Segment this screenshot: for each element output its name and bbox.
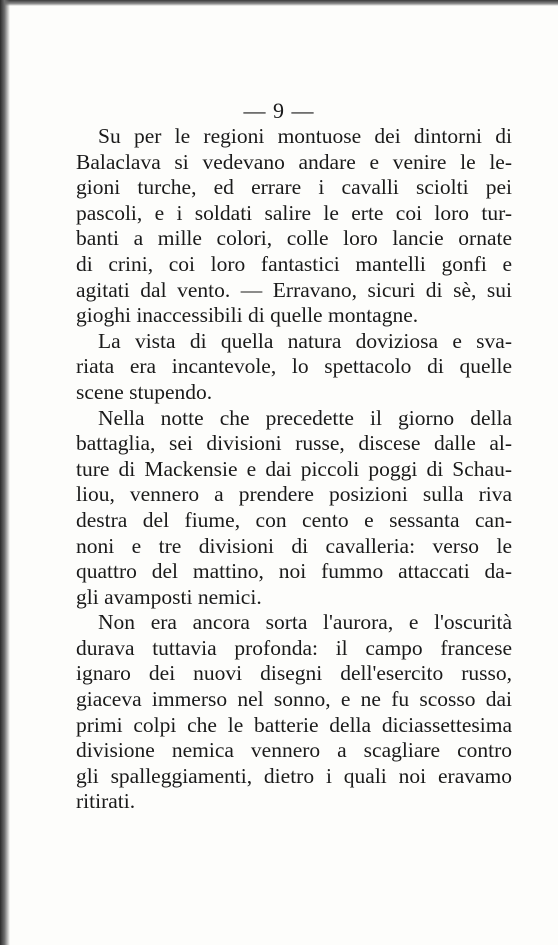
page-top-edge bbox=[0, 0, 558, 6]
paragraph-4 bbox=[76, 610, 512, 815]
text-line: battaglia, sei divisioni russe, discese dalle al- bbox=[76, 431, 512, 456]
paragraph-1 bbox=[76, 124, 512, 329]
paragraph-3 bbox=[76, 406, 512, 611]
text-line: banti a mille colori, colle loro lancie ornate bbox=[76, 226, 512, 251]
text-line: riata era incantevole, lo spettacolo di quelle bbox=[76, 354, 512, 379]
text-line: gli spalleggiamenti, dietro i quali noi eravamo bbox=[76, 763, 512, 788]
page-number: — 9 — bbox=[243, 98, 315, 123]
text-line: Nella notte che precedette il giorno della bbox=[98, 405, 512, 430]
text-line: destra del fiume, con cento e sessanta can- bbox=[76, 507, 512, 532]
body-text bbox=[76, 124, 512, 815]
text-line: scene stupendo. bbox=[76, 379, 213, 404]
text-line: quattro del mattino, noi fummo attaccati da- bbox=[76, 559, 512, 584]
text-line: Non era ancora sorta l'aurora, e l'oscurità bbox=[98, 610, 512, 635]
text-line: gioni turche, ed errare i cavalli sciolti pei bbox=[76, 175, 512, 200]
text-line: Su per le regioni montuose dei dintorni di bbox=[98, 124, 512, 148]
text-line: gli avamposti nemici. bbox=[76, 584, 262, 609]
text-line: di crini, coi loro fantastici mantelli gonfi e bbox=[76, 251, 512, 276]
text-line: giaceva immerso nel sonno, e ne fu scosso dai bbox=[76, 687, 512, 712]
text-line: Balaclava si vedevano andare e venire le le- bbox=[76, 149, 512, 174]
text-line: ritirati. bbox=[76, 789, 136, 814]
text-line: agitati dal vento. — Erravano, sicuri di sè, sui bbox=[76, 277, 512, 302]
text-line: primi colpi che le batterie della diciassettesima bbox=[76, 712, 512, 737]
text-line: ignaro dei nuovi disegni dell'esercito russo, bbox=[76, 661, 512, 686]
page-binding-edge bbox=[0, 0, 10, 945]
text-line: ture di Mackensie e dai piccoli poggi di Schau- bbox=[76, 456, 512, 481]
text-line: noni e tre divisioni di cavalleria: verso le bbox=[76, 533, 512, 558]
text-line: divisione nemica vennero a scagliare contro bbox=[76, 738, 512, 763]
text-line: gioghi inaccessibili di quelle montagne. bbox=[76, 303, 419, 328]
text-line: liou, vennero a prendere posizioni sulla riva bbox=[76, 482, 512, 507]
paragraph-2 bbox=[76, 329, 512, 406]
text-line: pascoli, e i soldati salire le erte coi loro tur- bbox=[76, 200, 512, 225]
text-line: La vista di quella natura doviziosa e sva- bbox=[98, 328, 512, 353]
text-line: durava tuttavia profonda: il campo francese bbox=[76, 635, 512, 660]
